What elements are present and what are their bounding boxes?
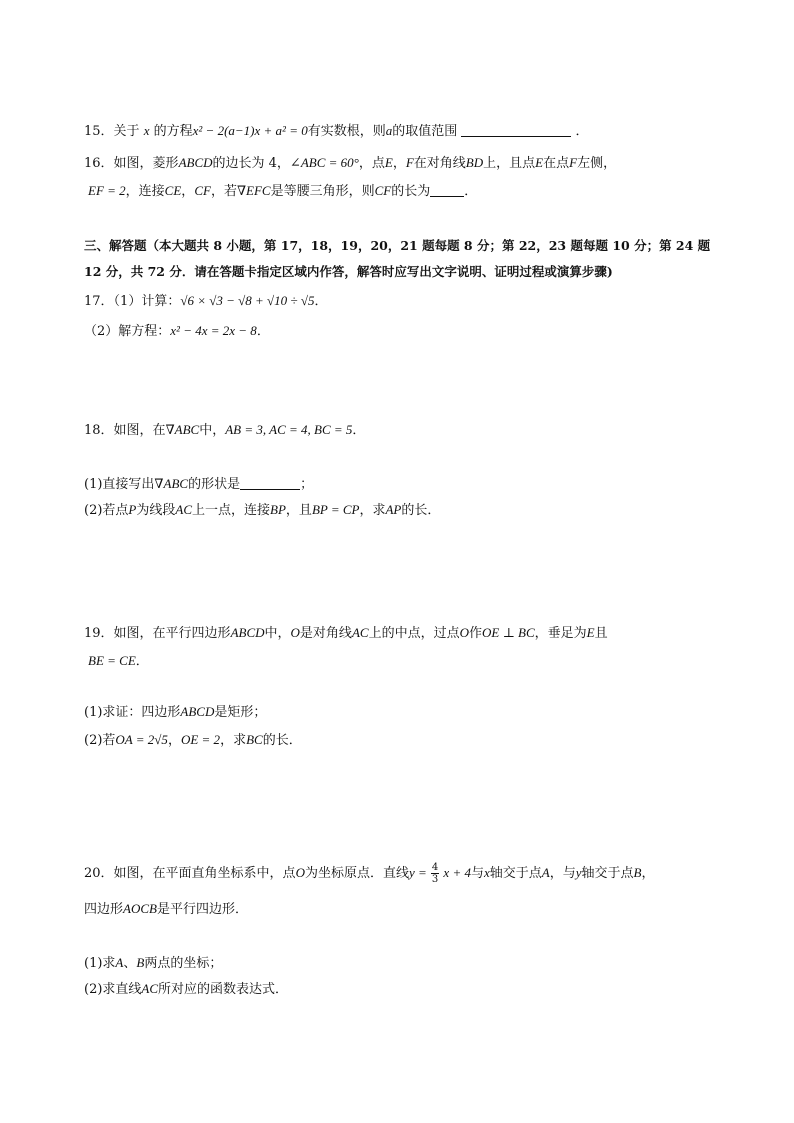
text: ． bbox=[464, 184, 478, 199]
math-var: O bbox=[295, 865, 305, 880]
question-number: 16． bbox=[84, 156, 114, 171]
question-18-part-2 bbox=[84, 501, 440, 520]
math-var: ABCD bbox=[230, 625, 265, 640]
math-expr: AB = 3, AC = 4, BC = 5 bbox=[225, 422, 353, 437]
text: 且 bbox=[594, 626, 608, 641]
math-expr: OE = 2 bbox=[180, 732, 221, 747]
math-var: CF bbox=[374, 183, 392, 198]
fraction-numerator: 4 bbox=[431, 862, 439, 873]
math-var: x bbox=[483, 865, 490, 880]
question-20-line-2 bbox=[84, 900, 248, 919]
text: (1)求证：四边形 bbox=[84, 705, 181, 720]
math-expr: EF = 2 bbox=[88, 183, 126, 198]
math-var: P bbox=[128, 502, 137, 517]
math-var: BC bbox=[246, 732, 263, 747]
math-var: ∇EFC bbox=[236, 183, 271, 198]
question-20-part-1 bbox=[84, 954, 222, 973]
text: ． bbox=[314, 294, 328, 309]
question-18 bbox=[84, 421, 365, 440]
math-var: x bbox=[143, 123, 150, 138]
math-expr: OA = 2√5 bbox=[115, 732, 168, 747]
text: ，垂足为 bbox=[534, 626, 587, 641]
question-16-line-1 bbox=[84, 154, 616, 173]
question-16-line-2 bbox=[88, 182, 477, 201]
text: 中， bbox=[199, 423, 226, 438]
math-var: ∇ABC bbox=[154, 476, 189, 491]
math-expr: √6 × √3 − √8 + √10 ÷ √5 bbox=[180, 293, 315, 308]
text: 中， bbox=[264, 626, 291, 641]
math-var: A bbox=[115, 955, 124, 970]
question-20-part-2 bbox=[84, 980, 288, 999]
math-var: E bbox=[586, 625, 595, 640]
text: 在对角线 bbox=[413, 156, 466, 171]
text: 轴交于点 bbox=[489, 866, 542, 881]
text: (2)求直线 bbox=[84, 982, 142, 997]
math-var: CF bbox=[194, 183, 211, 198]
math-var: ABCD bbox=[178, 155, 213, 170]
text: ， bbox=[641, 866, 655, 881]
question-number: 18． bbox=[84, 423, 114, 438]
question-number: 17． bbox=[84, 294, 114, 309]
text: (2)若点 bbox=[84, 503, 129, 518]
math-var: O bbox=[290, 625, 300, 640]
math-var: ∇ABC bbox=[165, 422, 200, 437]
math-var: ABCD bbox=[180, 704, 215, 719]
fraction bbox=[431, 862, 439, 885]
question-number: 20． bbox=[84, 866, 114, 881]
math-var: y bbox=[575, 865, 582, 880]
text: ， bbox=[167, 733, 181, 748]
section-3-header-line-1: 三、解答题（本大题共 8 小题，第 17，18，19，20，21 题每题 8 分；第 22，23 题每题 10 分；第 24 题 bbox=[84, 238, 711, 253]
text: 两点的坐标； bbox=[144, 956, 223, 971]
text: 上，且点 bbox=[483, 156, 536, 171]
text: (1)直接写出 bbox=[84, 477, 155, 492]
text: 如图，在平面直角坐标系中，点 bbox=[113, 866, 296, 881]
question-19-part-1 bbox=[84, 703, 266, 722]
text: （1）计算： bbox=[113, 294, 181, 309]
text: 的形状是 bbox=[188, 477, 241, 492]
text: 在点 bbox=[543, 156, 570, 171]
text: ，与 bbox=[549, 866, 576, 881]
text: 轴交于点 bbox=[581, 866, 634, 881]
answer-blank[interactable] bbox=[240, 476, 300, 490]
math-expr: OE ⊥ BC bbox=[481, 625, 535, 640]
text: ． bbox=[575, 124, 589, 139]
question-number: 15． bbox=[84, 124, 114, 139]
text: 是对角线 bbox=[299, 626, 352, 641]
question-19-line-1 bbox=[84, 624, 608, 643]
text: ． bbox=[256, 324, 270, 339]
question-number: 19． bbox=[84, 626, 114, 641]
math-var: AOCB bbox=[123, 901, 157, 916]
text: 如图，在平行四边形 bbox=[113, 626, 231, 641]
text: 是矩形； bbox=[214, 705, 267, 720]
math-var: A bbox=[541, 865, 550, 880]
math-var: B bbox=[633, 865, 642, 880]
math-var: BD bbox=[465, 155, 484, 170]
text: ，且 bbox=[285, 503, 312, 518]
math-var: O bbox=[459, 625, 469, 640]
text: ，点 bbox=[358, 156, 385, 171]
question-19-part-2 bbox=[84, 731, 302, 750]
math-expr: BE = CE bbox=[88, 653, 136, 668]
math-var: E bbox=[384, 155, 393, 170]
math-var: AP bbox=[385, 502, 402, 517]
text: ． bbox=[135, 654, 149, 669]
text: 上的中点，过点 bbox=[368, 626, 460, 641]
text: ． bbox=[352, 423, 366, 438]
text: 的方程 bbox=[153, 124, 193, 139]
text: 左侧， bbox=[577, 156, 617, 171]
text: ，连接 bbox=[125, 184, 165, 199]
text: ，若 bbox=[210, 184, 237, 199]
text: (2)若 bbox=[84, 733, 116, 748]
text: 的长． bbox=[401, 503, 441, 518]
text: 如图，菱形 bbox=[113, 156, 179, 171]
math-var: CE bbox=[164, 183, 182, 198]
math-expr: x + 4 bbox=[443, 865, 471, 880]
answer-blank[interactable] bbox=[461, 123, 571, 137]
question-17-part-1 bbox=[84, 292, 327, 311]
math-expr: y = bbox=[408, 865, 427, 880]
text: 、 bbox=[123, 956, 137, 971]
question-20-line-1 bbox=[84, 862, 655, 885]
math-var: E bbox=[535, 155, 544, 170]
text: ， bbox=[181, 184, 195, 199]
text: ，求 bbox=[359, 503, 386, 518]
equation: x² − 2(a−1)x + a² = 0 bbox=[192, 123, 308, 138]
text: ， bbox=[392, 156, 406, 171]
question-18-part-1 bbox=[84, 475, 313, 494]
fraction-denominator: 3 bbox=[431, 874, 439, 885]
math-expr: BP = CP bbox=[311, 502, 360, 517]
text: 关于 bbox=[113, 124, 140, 139]
question-17-part-2 bbox=[84, 322, 270, 341]
math-expr: ∠ABC = 60° bbox=[289, 155, 359, 170]
text: 为坐标原点．直线 bbox=[304, 866, 409, 881]
text: (1)求 bbox=[84, 956, 116, 971]
text: 是等腰三角形，则 bbox=[270, 184, 375, 199]
text: 为线段 bbox=[136, 503, 176, 518]
question-19-line-2 bbox=[88, 652, 149, 671]
text: 作 bbox=[468, 626, 482, 641]
text: 的长． bbox=[262, 733, 302, 748]
math-var: AC bbox=[141, 981, 159, 996]
math-var: AC bbox=[351, 625, 369, 640]
math-var: AC bbox=[175, 502, 193, 517]
text: ； bbox=[300, 477, 314, 492]
math-var: F bbox=[569, 155, 578, 170]
text: 上一点，连接 bbox=[192, 503, 271, 518]
text: 所对应的函数表达式． bbox=[158, 982, 289, 997]
text: 的边长为 4， bbox=[212, 156, 290, 171]
math-var: B bbox=[136, 955, 145, 970]
text: 四边形 bbox=[84, 902, 124, 917]
equation: x² − 4x = 2x − 8 bbox=[170, 323, 257, 338]
section-3-header-line-2: 12 分，共 72 分．请在答题卡指定区域内作答，解答时应写出文字说明、证明过程或演算步骤) bbox=[84, 264, 613, 279]
text: 的取值范围 bbox=[392, 124, 458, 139]
text: （2）解方程： bbox=[84, 324, 171, 339]
text: ，求 bbox=[220, 733, 247, 748]
math-var: BP bbox=[270, 502, 286, 517]
text: 如图，在 bbox=[113, 423, 166, 438]
text: 有实数根，则 bbox=[307, 124, 386, 139]
math-var: a bbox=[385, 123, 393, 138]
math-var: F bbox=[405, 155, 414, 170]
text: 与 bbox=[470, 866, 484, 881]
question-15 bbox=[84, 122, 589, 141]
text: 是平行四边形． bbox=[156, 902, 248, 917]
answer-blank[interactable] bbox=[430, 183, 464, 197]
text: 的长为 bbox=[391, 184, 431, 199]
